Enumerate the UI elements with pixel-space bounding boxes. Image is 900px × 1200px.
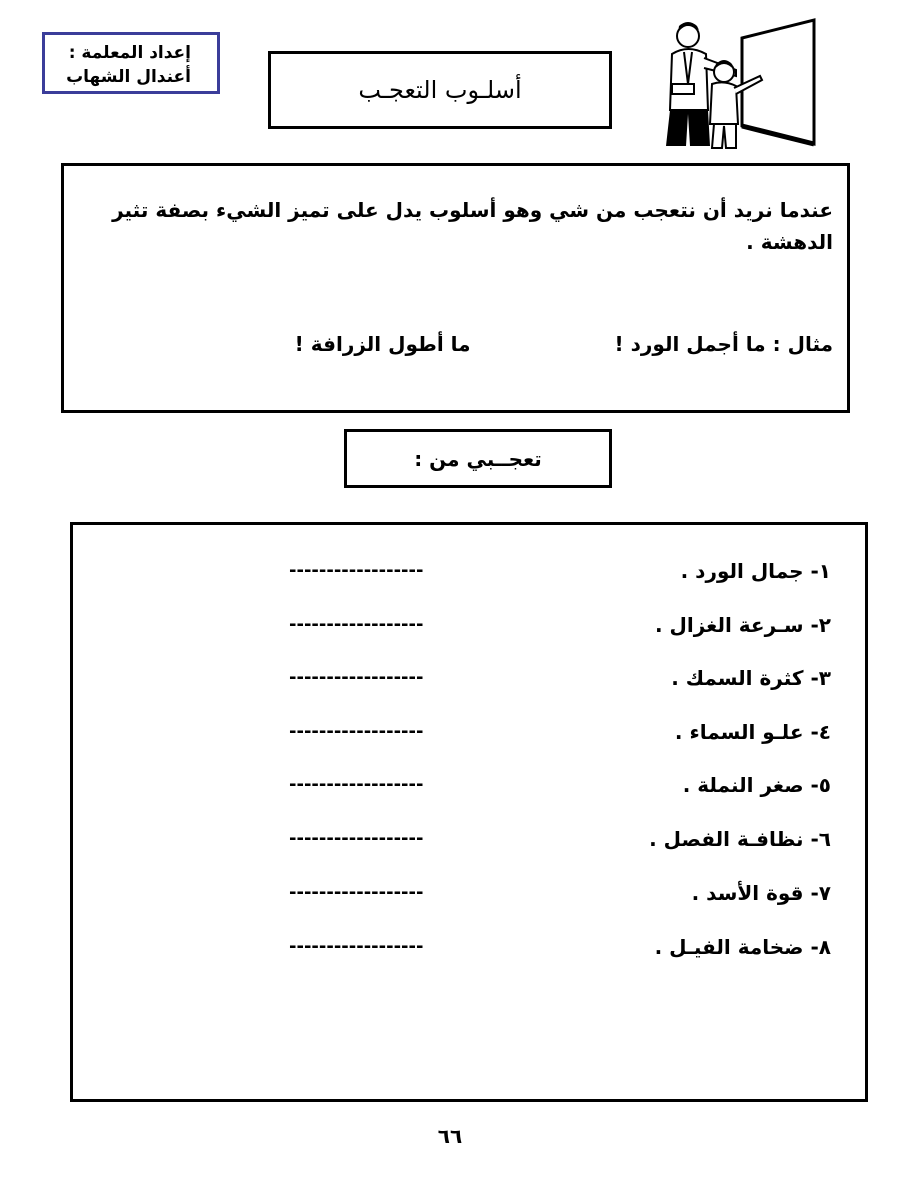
- definition-text: عندما نريد أن نتعجب من شي وهو أسلوب يدل على تميز الشيء بصفة تثير الدهشة .: [112, 198, 833, 254]
- answer-blank[interactable]: ------------------: [289, 774, 424, 795]
- exercise-row: [73, 821, 865, 857]
- exercise-row: [73, 607, 865, 643]
- answer-blank[interactable]: ------------------: [289, 882, 424, 903]
- exercise-prompt: ٨- ضخامة الفيـل .: [654, 935, 831, 959]
- page-title-box: [268, 51, 612, 129]
- exercise-prompt: ٧- قوة الأسد .: [691, 881, 831, 905]
- page-title: أسلـوب التعجـب: [358, 76, 522, 104]
- example-2: ما أطول الزرافة !: [294, 332, 471, 356]
- example-line: [295, 328, 833, 360]
- exercise-box: [70, 522, 868, 1102]
- instruction-text: تعجــبي من :: [414, 446, 542, 471]
- teacher-credit-box: [42, 32, 220, 94]
- exercise-row: [73, 553, 865, 589]
- exercise-prompt: ٣- كثرة السمك .: [671, 666, 831, 690]
- example-1: مثال : ما أجمل الورد !: [614, 332, 833, 356]
- exercise-row: [73, 875, 865, 911]
- page-number: ٦٦: [437, 1124, 463, 1148]
- answer-blank[interactable]: ------------------: [289, 828, 424, 849]
- definition-box: [61, 163, 850, 413]
- exercise-row: [73, 929, 865, 965]
- exercise-prompt: ٢- سـرعة الغزال .: [654, 613, 831, 637]
- exercise-prompt: ١- جمال الورد .: [680, 559, 831, 583]
- exercise-prompt: ٦- نظافـة الفصل .: [649, 827, 831, 851]
- answer-blank[interactable]: ------------------: [289, 614, 424, 635]
- answer-blank[interactable]: ------------------: [289, 936, 424, 957]
- credit-line-1: إعداد المعلمة :: [68, 43, 191, 63]
- exercise-row: [73, 767, 865, 803]
- credit-line-2: أعندال الشهاب: [66, 67, 191, 87]
- instruction-box: [344, 429, 612, 488]
- exercise-row: [73, 714, 865, 750]
- teacher-student-illustration: [650, 14, 820, 150]
- exercise-prompt: ٥- صغر النملة .: [682, 773, 831, 797]
- answer-blank[interactable]: ------------------: [289, 667, 424, 688]
- answer-blank[interactable]: ------------------: [289, 721, 424, 742]
- exercise-row: [73, 660, 865, 696]
- answer-blank[interactable]: ------------------: [289, 560, 424, 581]
- exercise-prompt: ٤- علـو السماء .: [674, 720, 831, 744]
